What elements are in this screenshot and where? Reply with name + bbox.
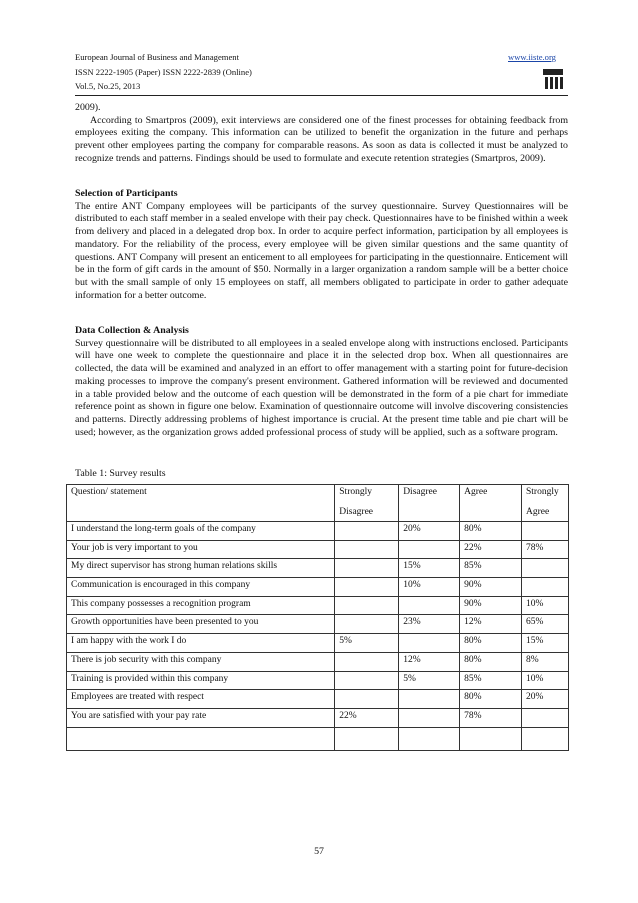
cell-strongly-disagree <box>335 596 399 615</box>
cell-agree: 85% <box>460 671 522 690</box>
cell-strongly-agree: 15% <box>522 634 569 653</box>
cell-strongly-disagree <box>335 522 399 541</box>
cell-agree: 90% <box>460 578 522 597</box>
header-divider <box>75 95 568 96</box>
page-number: 57 <box>314 846 324 857</box>
table-row <box>67 615 569 634</box>
cell-disagree <box>399 634 460 653</box>
table-row <box>67 559 569 578</box>
table-row <box>67 522 569 541</box>
header-strongly-disagree: Strongly Disagree <box>335 485 399 522</box>
cell-question: Growth opportunities have been presented to you <box>67 615 335 634</box>
survey-results-table <box>66 484 569 751</box>
cell-agree: 80% <box>460 652 522 671</box>
cell-strongly-disagree <box>335 690 399 709</box>
cell-agree: 12% <box>460 615 522 634</box>
cell-disagree: 20% <box>399 522 460 541</box>
cell-question: This company possesses a recognition program <box>67 596 335 615</box>
cell-strongly-disagree: 22% <box>335 708 399 727</box>
cell-disagree: 10% <box>399 578 460 597</box>
cell-disagree <box>399 708 460 727</box>
cell-strongly-disagree <box>335 615 399 634</box>
cell-empty <box>460 727 522 750</box>
table-row <box>67 690 569 709</box>
cell-strongly-agree <box>522 522 569 541</box>
cell-question: There is job security with this company <box>67 652 335 671</box>
cell-strongly-disagree <box>335 559 399 578</box>
paragraph-data-collection: Survey questionnaire will be distributed to all employees in a sealed envelope along with instructions enclosed. Participants will have one week to complete the questionnaire and place it in the selected drop box. When all questionnaires are collected, the data will be examined and analyzed in an effort to offer management with a starting point for future-decision making processes to improve the company's present environment. Gathered information will be reviewed and documented in a table provided below and the outcome of each question will be demonstrated in the form of a pie chart for immediate reference point as shown in figure one below. Examination of questionnaire outcome will involve discovering consistencies and patterns. Directly addressing problems of highest importance is crucial. At the present time table and pie chart will be used; however, as the organization grows added professional process of study will be applied, such as a software program. <box>75 337 568 438</box>
cell-question: Your job is very important to you <box>67 540 335 559</box>
cell-empty <box>399 727 460 750</box>
cell-strongly-disagree <box>335 671 399 690</box>
journal-url-link[interactable]: www.iiste.org <box>508 52 556 62</box>
cell-strongly-agree: 78% <box>522 540 569 559</box>
table-caption: Table 1: Survey results <box>75 468 166 479</box>
table-row <box>67 596 569 615</box>
cell-strongly-disagree <box>335 652 399 671</box>
section-data-collection <box>75 325 568 439</box>
header-agree: Agree <box>460 485 522 522</box>
table-row-empty <box>67 727 569 750</box>
cell-agree: 85% <box>460 559 522 578</box>
cell-question: My direct supervisor has strong human relations skills <box>67 559 335 578</box>
cell-strongly-agree <box>522 559 569 578</box>
cell-disagree <box>399 596 460 615</box>
header-disagree: Disagree <box>399 485 460 522</box>
table-row <box>67 578 569 597</box>
cell-disagree: 12% <box>399 652 460 671</box>
cell-strongly-agree: 10% <box>522 671 569 690</box>
table-row <box>67 634 569 653</box>
cell-strongly-agree: 8% <box>522 652 569 671</box>
volume-line: Vol.5, No.25, 2013 <box>75 81 141 91</box>
cell-empty <box>335 727 399 750</box>
cell-empty <box>522 727 569 750</box>
cell-disagree: 23% <box>399 615 460 634</box>
section-participants <box>75 188 568 302</box>
cell-agree: 80% <box>460 634 522 653</box>
cell-strongly-disagree: 5% <box>335 634 399 653</box>
cell-question: Communication is encouraged in this company <box>67 578 335 597</box>
iiste-logo <box>540 66 566 92</box>
text-block-intro <box>75 102 568 166</box>
table-header-row <box>67 485 569 522</box>
header-question: Question/ statement <box>67 485 335 522</box>
journal-name: European Journal of Business and Management <box>75 52 239 62</box>
cell-question: You are satisfied with your pay rate <box>67 708 335 727</box>
cell-strongly-agree: 20% <box>522 690 569 709</box>
cell-agree: 80% <box>460 690 522 709</box>
paragraph-smartpros: According to Smartpros (2009), exit interviews are considered one of the finest processes for obtaining feedback from employees exiting the company. This information can be utilized to benefit the organization in the future and perhaps prevent other employees parting the company for comparable reasons. As soon as data is collected it must be analyzed to recognize trends and patterns. Findings should be used to formulate and execute retention strategies (Smartpros, 2009). <box>75 114 568 164</box>
paragraph-participants: The entire ANT Company employees will be participants of the survey questionnaire. Survey Questionnaires will be distributed to each staff member in a sealed envelope with their pay check. Questionnaires have to be finished within a week from delivery and placed in a delegated drop box. In order to acquire perfect information, participation by all employees is mandatory. For the reliability of the process, every employee will be given similar questions and the same quantity of questions. ANT Company will present an enticement to all employees for participating in the questionnaire. Enticement will be in the form of gift cards in the amount of $50. Normally in a larger organization a random sample will be a better choice but with the small sample of only 15 employees on staff, all members obligated to participate in order to gather adequate information for a better outcome. <box>75 200 568 301</box>
cell-strongly-agree <box>522 708 569 727</box>
cell-strongly-agree <box>522 578 569 597</box>
cell-disagree <box>399 540 460 559</box>
cell-disagree: 5% <box>399 671 460 690</box>
cell-question: I am happy with the work I do <box>67 634 335 653</box>
cell-strongly-disagree <box>335 540 399 559</box>
cell-strongly-agree: 65% <box>522 615 569 634</box>
cell-agree: 78% <box>460 708 522 727</box>
heading-selection-of-participants: Selection of Participants <box>75 188 178 199</box>
cell-agree: 90% <box>460 596 522 615</box>
cell-strongly-disagree <box>335 578 399 597</box>
cell-question: Employees are treated with respect <box>67 690 335 709</box>
header-strongly-agree: Strongly Agree <box>522 485 569 522</box>
cell-agree: 80% <box>460 522 522 541</box>
paragraph-continuation: 2009). <box>75 102 101 113</box>
issn-line: ISSN 2222-1905 (Paper) ISSN 2222-2839 (Online) <box>75 67 252 77</box>
table-row <box>67 671 569 690</box>
table-row <box>67 708 569 727</box>
cell-empty <box>67 727 335 750</box>
cell-agree: 22% <box>460 540 522 559</box>
table-row <box>67 652 569 671</box>
cell-question: Training is provided within this company <box>67 671 335 690</box>
cell-question: I understand the long-term goals of the company <box>67 522 335 541</box>
table-row <box>67 540 569 559</box>
cell-strongly-agree: 10% <box>522 596 569 615</box>
heading-data-collection: Data Collection & Analysis <box>75 325 189 336</box>
cell-disagree <box>399 690 460 709</box>
cell-disagree: 15% <box>399 559 460 578</box>
